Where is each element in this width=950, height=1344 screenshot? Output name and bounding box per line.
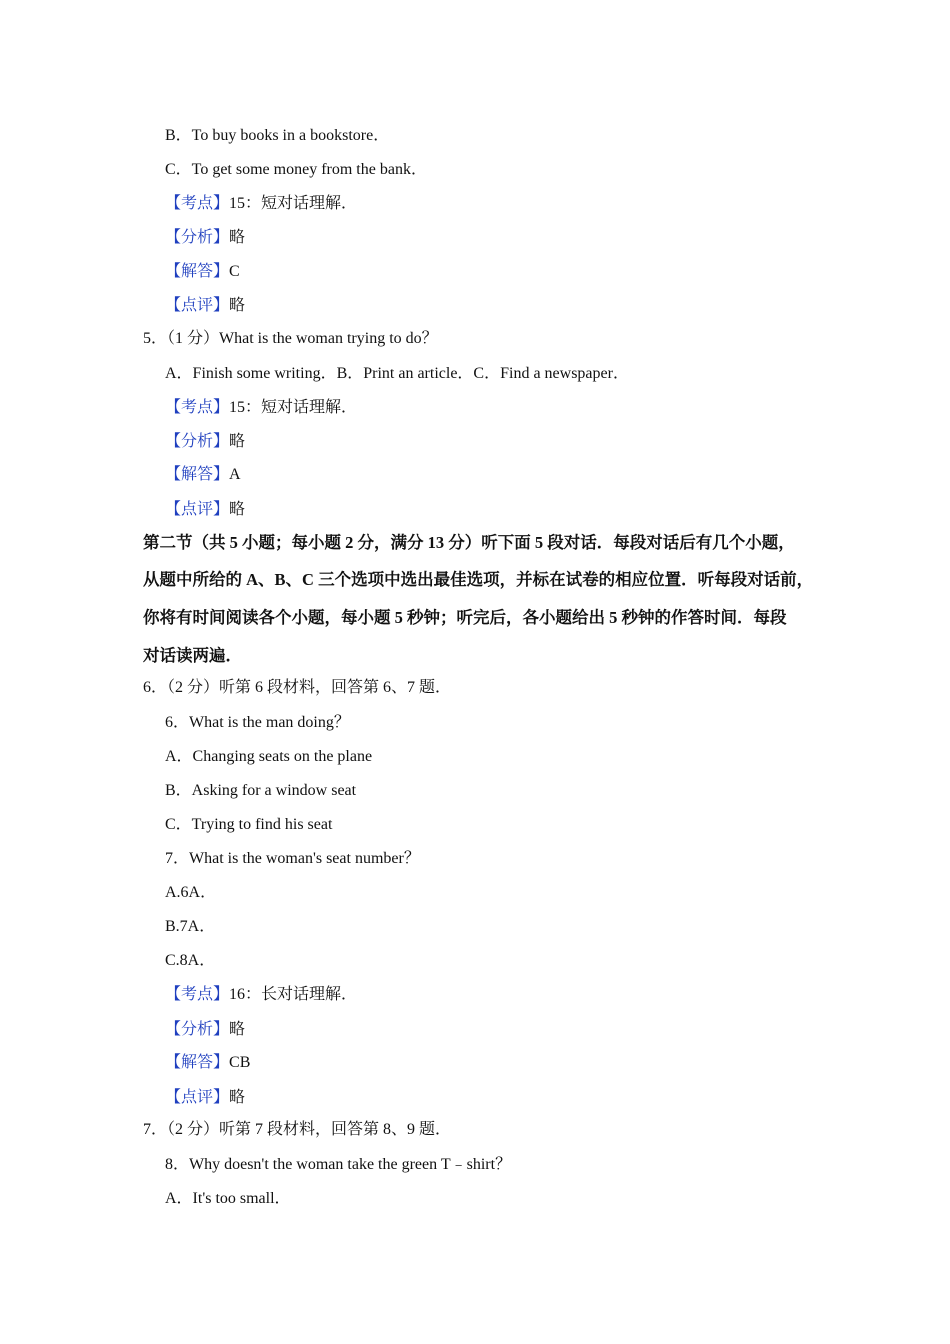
fenxi-value: 略 bbox=[229, 433, 246, 450]
fenxi-row bbox=[165, 1020, 245, 1040]
jieda-value: A bbox=[229, 466, 241, 483]
fenxi-value: 略 bbox=[229, 229, 246, 246]
kaodian-row bbox=[165, 398, 357, 418]
option-c: C．To get some money from the bank． bbox=[165, 161, 427, 178]
section-2-instructions-line-4: 对话读两遍． bbox=[143, 646, 242, 665]
option-a: A．Changing seats on the plane bbox=[165, 748, 373, 765]
kaodian-row bbox=[165, 985, 357, 1005]
dianping-row bbox=[165, 500, 245, 520]
fenxi-tag: 【分析】 bbox=[165, 229, 230, 246]
sub-question-6: 6．What is the man doing？ bbox=[165, 714, 350, 731]
fenxi-row bbox=[165, 432, 245, 452]
kaodian-tag: 【考点】 bbox=[165, 195, 230, 212]
question-7-stem: 7．（2 分）听第 7 段材料，回答第 8、9 题． bbox=[143, 1121, 452, 1138]
kaodian-tag: 【考点】 bbox=[165, 986, 230, 1003]
jieda-row bbox=[165, 465, 241, 485]
jieda-value: CB bbox=[229, 1054, 251, 1071]
kaodian-value: 15：短对话理解． bbox=[229, 195, 358, 212]
option-a: A．It's too small． bbox=[165, 1190, 291, 1207]
question-6-stem: 6．（2 分）听第 6 段材料，回答第 6、7 题． bbox=[143, 679, 452, 696]
dianping-tag: 【点评】 bbox=[165, 1089, 230, 1106]
option-c: C.8A． bbox=[165, 952, 216, 969]
dianping-tag: 【点评】 bbox=[165, 501, 230, 518]
jieda-tag: 【解答】 bbox=[165, 466, 230, 483]
option-c: C．Trying to find his seat bbox=[165, 816, 333, 833]
dianping-tag: 【点评】 bbox=[165, 297, 230, 314]
fenxi-tag: 【分析】 bbox=[165, 1021, 230, 1038]
kaodian-value: 15：短对话理解． bbox=[229, 399, 358, 416]
option-b: B．Asking for a window seat bbox=[165, 782, 357, 799]
jieda-tag: 【解答】 bbox=[165, 263, 230, 280]
dianping-row bbox=[165, 1088, 245, 1108]
section-2-instructions-line-3: 你将有时间阅读各个小题，每小题 5 秒钟；听完后，各小题给出 5 秒钟的作答时间．每段 bbox=[143, 608, 787, 627]
dianping-row bbox=[165, 296, 245, 316]
dianping-value: 略 bbox=[229, 501, 246, 518]
kaodian-value: 16：长对话理解． bbox=[229, 986, 358, 1003]
question-5-stem: 5．（1 分）What is the woman trying to do？ bbox=[143, 330, 438, 347]
question-5-options: A．Finish some writing．B．Print an article．C．Find a newspaper． bbox=[165, 365, 629, 382]
section-2-instructions-line-1: 第二节（共 5 小题；每小题 2 分，满分 13 分）听下面 5 段对话．每段对话后有几个小题， bbox=[143, 533, 795, 552]
option-b: B.7A． bbox=[165, 918, 216, 935]
dianping-value: 略 bbox=[229, 1089, 246, 1106]
jieda-value: C bbox=[229, 263, 240, 280]
kaodian-tag: 【考点】 bbox=[165, 399, 230, 416]
jieda-row bbox=[165, 1053, 250, 1073]
fenxi-value: 略 bbox=[229, 1021, 246, 1038]
dianping-value: 略 bbox=[229, 297, 246, 314]
sub-question-7: 7．What is the woman's seat number？ bbox=[165, 850, 420, 867]
fenxi-row bbox=[165, 228, 245, 248]
kaodian-row bbox=[165, 194, 357, 214]
fenxi-tag: 【分析】 bbox=[165, 433, 230, 450]
jieda-row bbox=[165, 262, 240, 282]
sub-question-8: 8．Why doesn't the woman take the green T﹣shirt？ bbox=[165, 1156, 512, 1173]
option-b: B．To buy books in a bookstore． bbox=[165, 127, 390, 144]
section-2-instructions-line-2: 从题中所给的 A、B、C 三个选项中选出最佳选项，并标在试卷的相应位置．听每段对话前， bbox=[143, 570, 814, 589]
jieda-tag: 【解答】 bbox=[165, 1054, 230, 1071]
option-a: A.6A． bbox=[165, 884, 217, 901]
